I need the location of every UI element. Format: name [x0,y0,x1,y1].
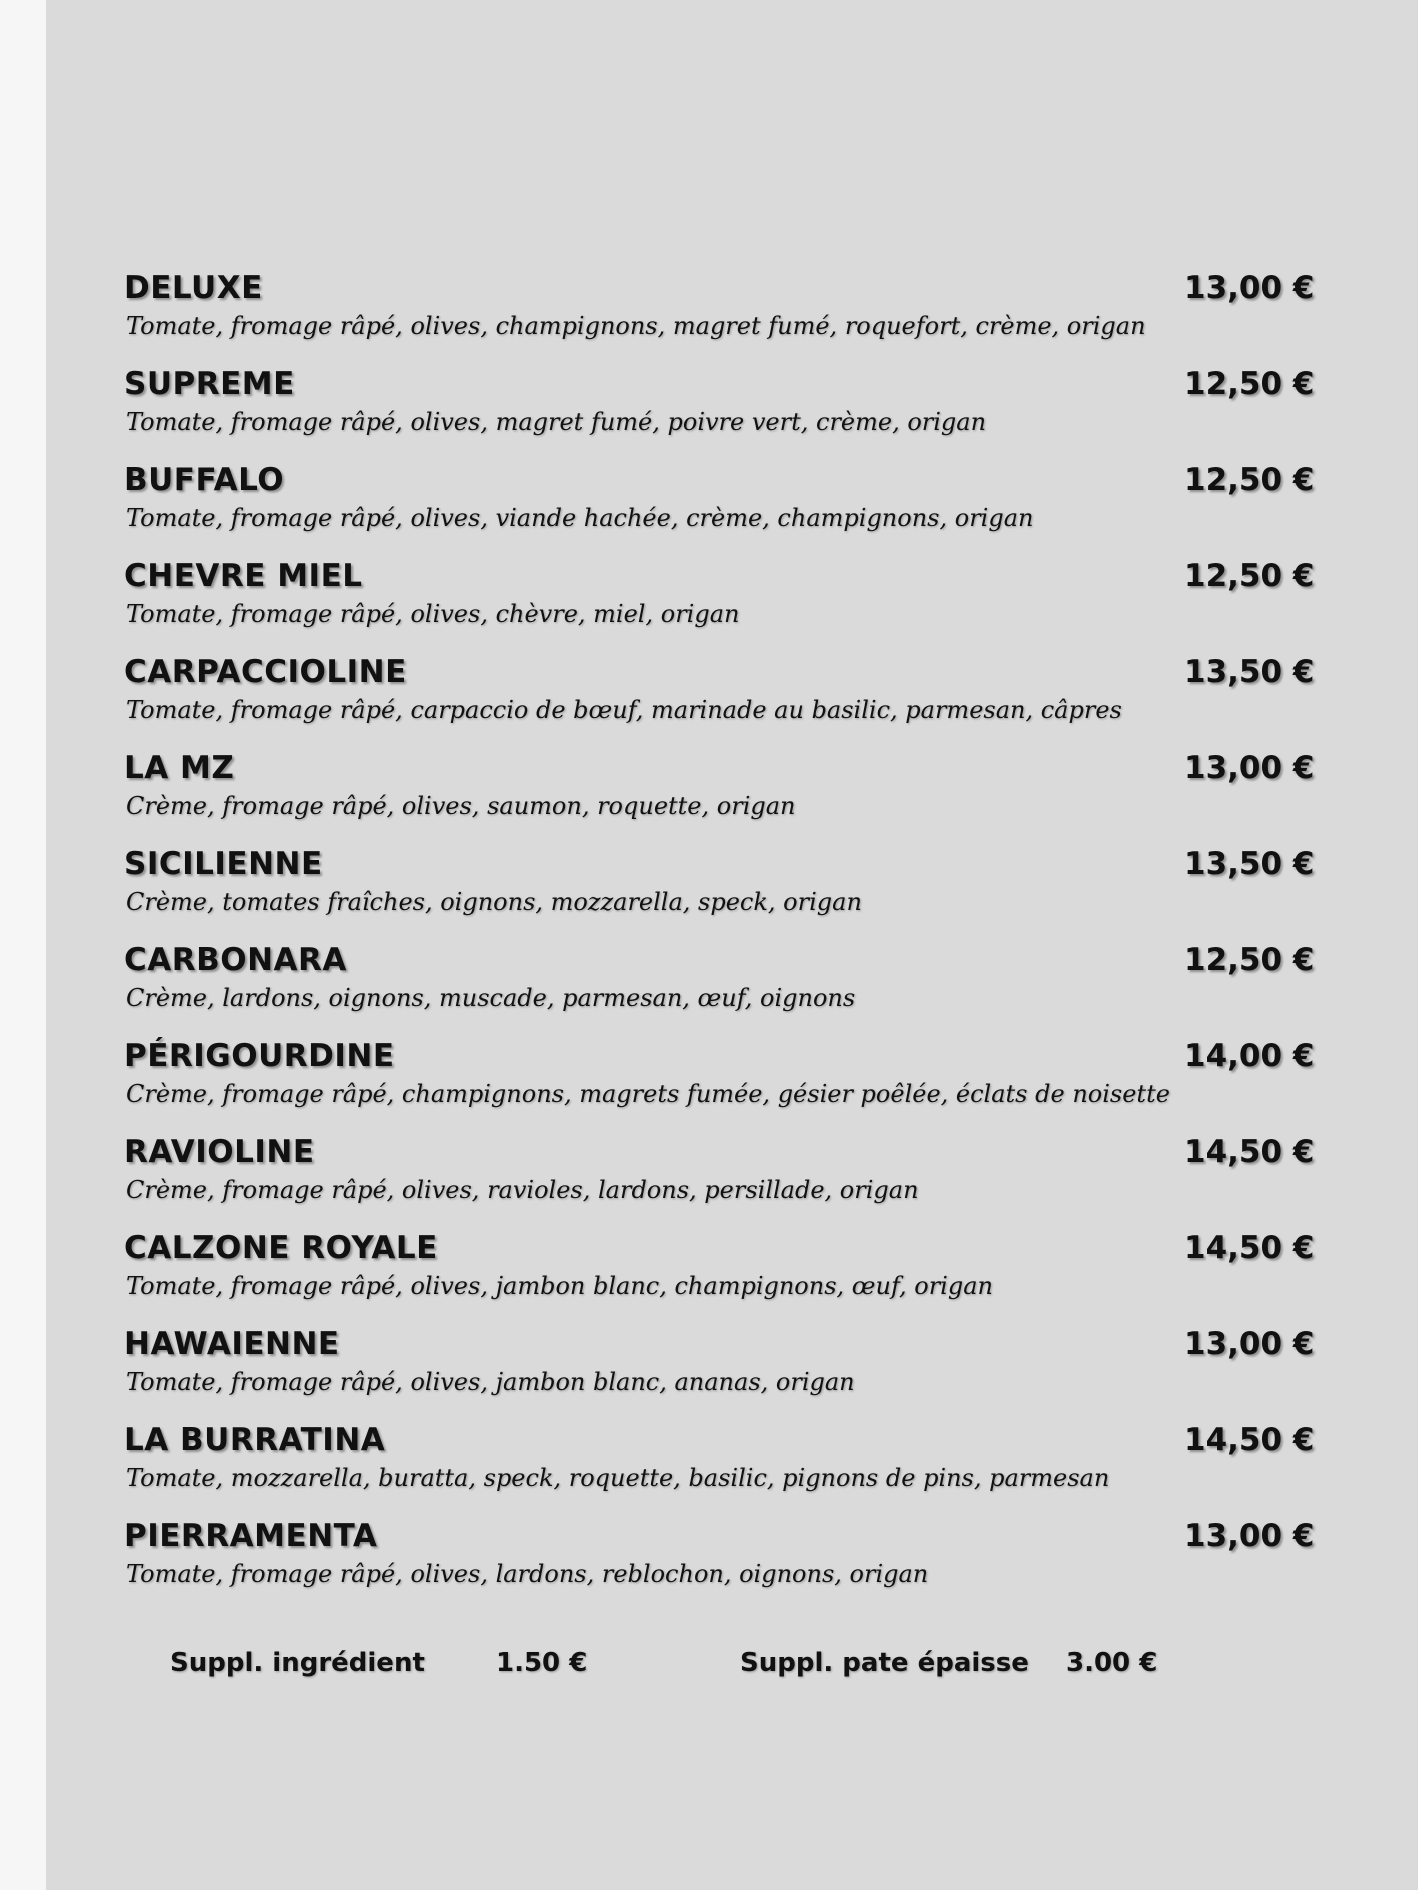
menu-item-description: Crème, lardons, oignons, muscade, parmesan, œuf, oignons [126,984,856,1012]
menu-item-chevre-miel [124,558,1364,654]
supplement-ingredient-price: 1.50 € [496,1648,588,1678]
supplements-row [170,1648,1170,1688]
menu-item-name: PÉRIGOURDINE [124,1038,395,1074]
menu-page [46,0,1418,1890]
menu-item-name: LA BURRATINA [124,1422,386,1458]
menu-item-price: 14,50 € [1184,1422,1315,1458]
menu-item-la-burratina [124,1422,1364,1518]
pizza-menu-list [124,270,1364,1614]
menu-item-perigourdine [124,1038,1364,1134]
menu-item-name: CARPACCIOLINE [124,654,407,690]
menu-item-price: 12,50 € [1184,366,1315,402]
menu-item-description: Tomate, fromage râpé, olives, chèvre, miel, origan [126,600,740,628]
menu-item-name: RAVIOLINE [124,1134,315,1170]
menu-item-description: Crème, fromage râpé, champignons, magrets fumée, gésier poêlée, éclats de noisette [126,1080,1170,1108]
menu-item-price: 13,00 € [1184,270,1315,306]
menu-item-name: SUPREME [124,366,295,402]
menu-item-price: 13,50 € [1184,846,1315,882]
menu-item-description: Crème, fromage râpé, olives, ravioles, lardons, persillade, origan [126,1176,919,1204]
menu-item-description: Crème, fromage râpé, olives, saumon, roquette, origan [126,792,796,820]
menu-item-price: 12,50 € [1184,462,1315,498]
menu-item-price: 13,00 € [1184,1326,1315,1362]
menu-item-price: 13,50 € [1184,654,1315,690]
menu-item-description: Tomate, mozzarella, buratta, speck, roquette, basilic, pignons de pins, parmesan [126,1464,1110,1492]
menu-item-description: Tomate, fromage râpé, carpaccio de bœuf, marinade au basilic, parmesan, câpres [126,696,1122,724]
menu-item-name: LA MZ [124,750,235,786]
supplement-pate-price: 3.00 € [1066,1648,1158,1678]
menu-item-description: Tomate, fromage râpé, olives, magret fumé, poivre vert, crème, origan [126,408,987,436]
menu-item-name: PIERRAMENTA [124,1518,378,1554]
supplement-ingredient-label: Suppl. ingrédient [170,1648,425,1678]
menu-item-price: 12,50 € [1184,558,1315,594]
menu-item-name: BUFFALO [124,462,285,498]
menu-item-carbonara [124,942,1364,1038]
menu-item-price: 12,50 € [1184,942,1315,978]
menu-item-price: 13,00 € [1184,750,1315,786]
menu-item-la-mz [124,750,1364,846]
menu-item-price: 14,50 € [1184,1134,1315,1170]
menu-item-description: Tomate, fromage râpé, olives, champignons, magret fumé, roquefort, crème, origan [126,312,1146,340]
menu-item-price: 14,50 € [1184,1230,1315,1266]
menu-item-description: Tomate, fromage râpé, olives, jambon blanc, champignons, œuf, origan [126,1272,993,1300]
menu-item-name: CALZONE ROYALE [124,1230,438,1266]
menu-item-supreme [124,366,1364,462]
menu-item-pierramenta [124,1518,1364,1614]
menu-item-name: CHEVRE MIEL [124,558,363,594]
menu-item-hawaienne [124,1326,1364,1422]
menu-item-description: Tomate, fromage râpé, olives, jambon blanc, ananas, origan [126,1368,855,1396]
menu-item-carpaccioline [124,654,1364,750]
menu-item-deluxe [124,270,1364,366]
menu-item-description: Crème, tomates fraîches, oignons, mozzarella, speck, origan [126,888,862,916]
menu-item-name: DELUXE [124,270,263,306]
menu-item-description: Tomate, fromage râpé, olives, viande hachée, crème, champignons, origan [126,504,1034,532]
menu-item-calzone-royale [124,1230,1364,1326]
menu-item-sicilienne [124,846,1364,942]
menu-item-name: SICILIENNE [124,846,323,882]
menu-item-price: 13,00 € [1184,1518,1315,1554]
menu-item-buffalo [124,462,1364,558]
menu-item-name: HAWAIENNE [124,1326,340,1362]
menu-item-ravioline [124,1134,1364,1230]
menu-item-price: 14,00 € [1184,1038,1315,1074]
menu-item-description: Tomate, fromage râpé, olives, lardons, reblochon, oignons, origan [126,1560,929,1588]
supplement-pate-label: Suppl. pate épaisse [740,1648,1029,1678]
menu-item-name: CARBONARA [124,942,347,978]
